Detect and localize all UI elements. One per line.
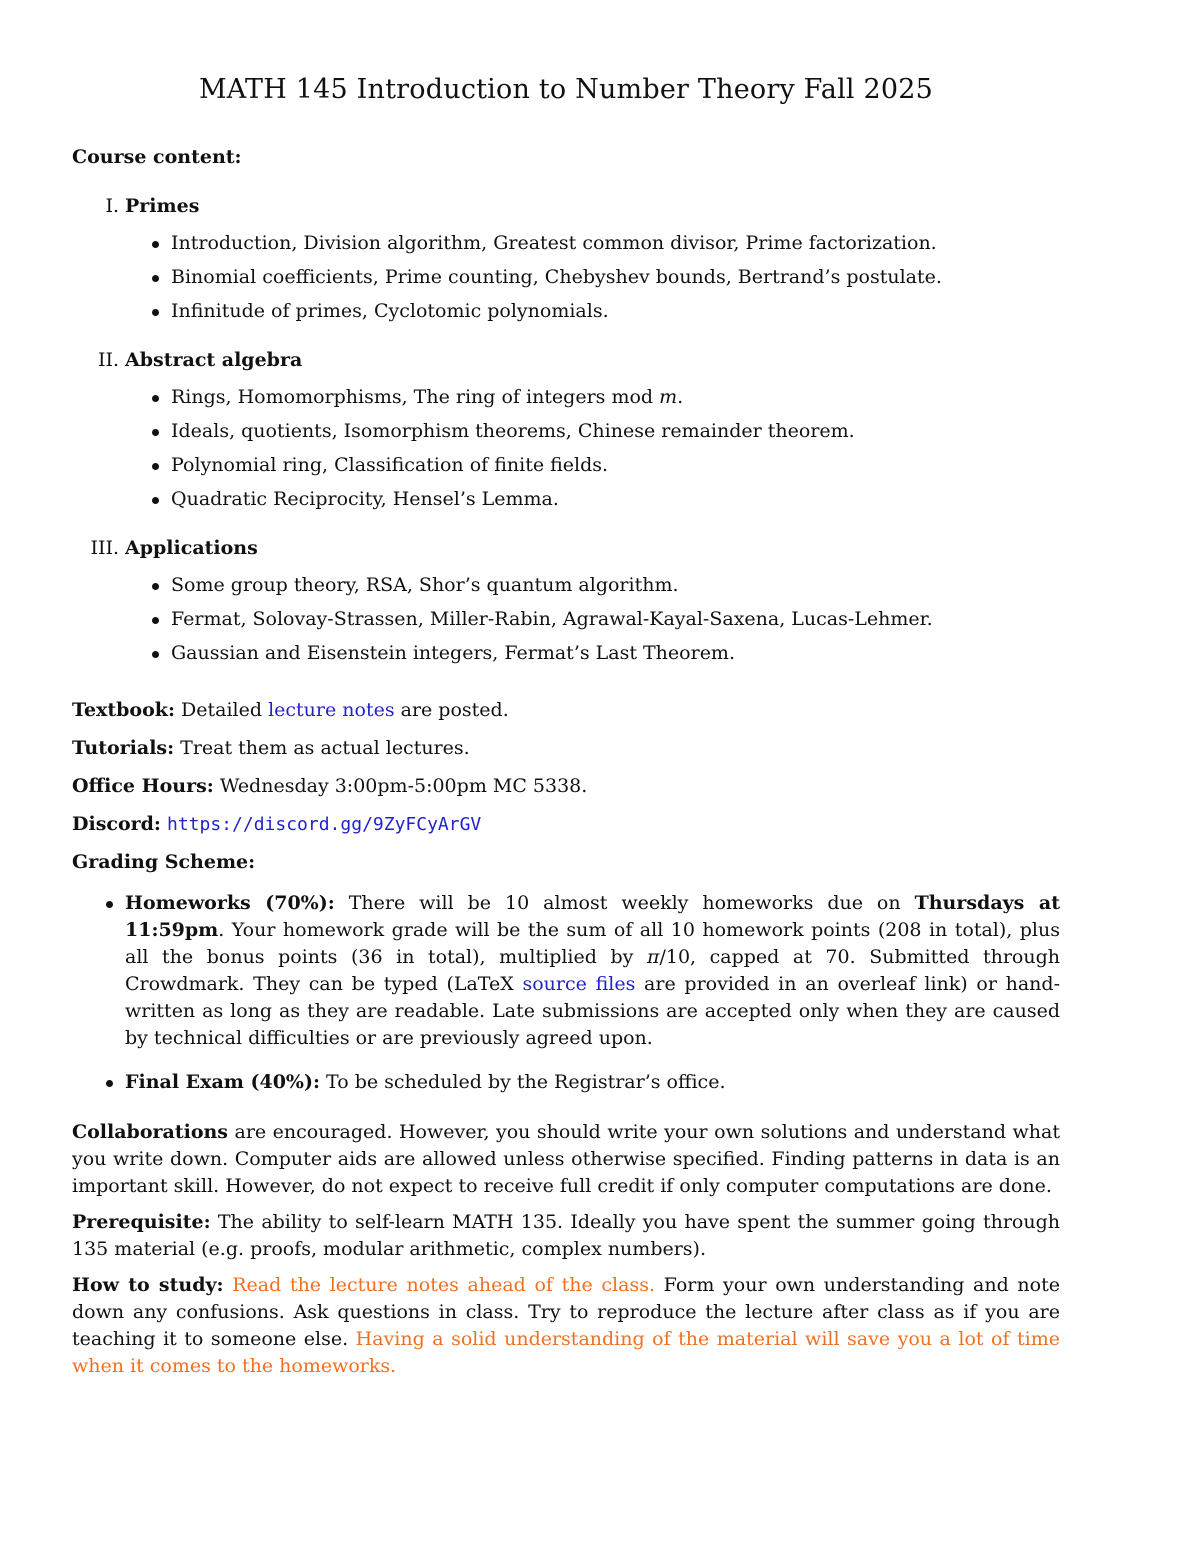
topic-item: Infinitude of primes, Cyclotomic polynomials. (171, 298, 1060, 325)
highlight-text: Having a solid understanding of the material will save you a lot of time when it comes to the homeworks. (72, 1328, 1060, 1377)
final-exam-item: Final Exam (40%): To be scheduled by the Registrar’s office. (125, 1069, 1060, 1096)
textbook-line: Textbook: Detailed lecture notes are posted. (72, 699, 509, 721)
topic-item: Ideals, quotients, Isomorphism theorems, Chinese remainder theorem. (171, 418, 1060, 445)
syllabus-page (72, 70, 1060, 1389)
prerequisite-paragraph: Prerequisite: The ability to self-learn MATH 135. Ideally you have spent the summer going through 135 material (e.g. proofs, modular arithmetic, complex numbers). (72, 1211, 1060, 1260)
topic-item: Polynomial ring, Classification of finite fields. (171, 452, 1060, 479)
page-title: MATH 145 Introduction to Number Theory Fall 2025 (198, 74, 934, 105)
lecture-notes-link[interactable]: lecture notes (268, 699, 395, 721)
topic-item: Quadratic Reciprocity, Hensel’s Lemma. (171, 486, 1060, 513)
topic-item: Some group theory, RSA, Shor’s quantum algorithm. (171, 572, 1060, 599)
textbook-label: Textbook: (72, 699, 175, 721)
due-time: Thursdays at 11:59pm (125, 892, 1060, 941)
grading-list (72, 890, 1060, 1096)
topic-list (72, 572, 1060, 667)
collaborations-label: Collaborations (72, 1121, 228, 1143)
tutorials-line: Tutorials: Treat them as actual lectures. (72, 737, 470, 759)
office-hours-label: Office Hours: (72, 775, 214, 797)
section-numeral: III. (90, 537, 119, 559)
course-content-heading: Course content: (72, 146, 242, 168)
discord-label: Discord: (72, 813, 161, 835)
collaborations-paragraph: Collaborations are encouraged. However, you should write your own solutions and understand what you write down. Computer aids are allowed unless otherwise specified. Finding patterns in data is an important skill. However, do not expect to receive full credit if only computer computations are done. (72, 1121, 1060, 1197)
topic-item: Binomial coefficients, Prime counting, Chebyshev bounds, Bertrand’s postulate. (171, 264, 1060, 291)
section-title: Abstract algebra (125, 349, 303, 371)
math-variable: m (659, 386, 678, 408)
section-primes (72, 193, 1060, 325)
section-numeral: II. (97, 349, 119, 371)
how-to-study-paragraph: How to study: Read the lecture notes ahead of the class. Form your own understanding and note down any confusions. Ask questions in class. Try to reproduce the lecture after class as if you are teaching it to someone else. Having a solid understanding of the material will save you a lot of time when it comes to the homeworks. (72, 1274, 1060, 1377)
office-hours-line: Office Hours: Wednesday 3:00pm-5:00pm MC 5338. (72, 775, 588, 797)
topic-list (72, 230, 1060, 325)
discord-link[interactable]: https://discord.gg/9ZyFCyArGV (167, 814, 482, 835)
pi-symbol: π (646, 946, 660, 968)
homeworks-label: Homeworks (70%): (125, 892, 335, 914)
topic-item: Introduction, Division algorithm, Greatest common divisor, Prime factorization. (171, 230, 1060, 257)
section-title: Applications (125, 537, 258, 559)
section-title: Primes (125, 195, 200, 217)
prerequisite-label: Prerequisite: (72, 1211, 211, 1233)
topic-list (72, 384, 1060, 513)
topic-item: Rings, Homomorphisms, The ring of integers mod m. (171, 384, 1060, 411)
tutorials-label: Tutorials: (72, 737, 175, 759)
section-numeral: I. (105, 195, 119, 217)
how-to-study-label: How to study: (72, 1274, 224, 1296)
topic-item: Gaussian and Eisenstein integers, Fermat’s Last Theorem. (171, 640, 1060, 667)
final-exam-label: Final Exam (40%): (125, 1071, 320, 1093)
topic-item: Fermat, Solovay-Strassen, Miller-Rabin, Agrawal-Kayal-Saxena, Lucas-Lehmer. (171, 606, 1060, 633)
grading-scheme-heading: Grading Scheme: (72, 851, 256, 873)
discord-line (72, 811, 1060, 838)
section-abstract-algebra (72, 347, 1060, 513)
section-applications (72, 535, 1060, 667)
homeworks-item: Homeworks (70%): There will be 10 almost weekly homeworks due on Thursdays at 11:59pm. Your homework grade will be the sum of all 10 homework points (208 in total), plus all the bonus points (36 in total), multiplied by π/10, capped at 70. Submitted through Crowdmark. They can be typed (LaTeX source files are provided in an overleaf link) or hand-written as long as they are readable. Late submissions are accepted only when they are caused by technical difficulties or are previously agreed upon. (125, 890, 1060, 1052)
highlight-text: Read the lecture notes ahead of the class. (223, 1274, 656, 1296)
source-files-link[interactable]: source files (522, 973, 636, 995)
